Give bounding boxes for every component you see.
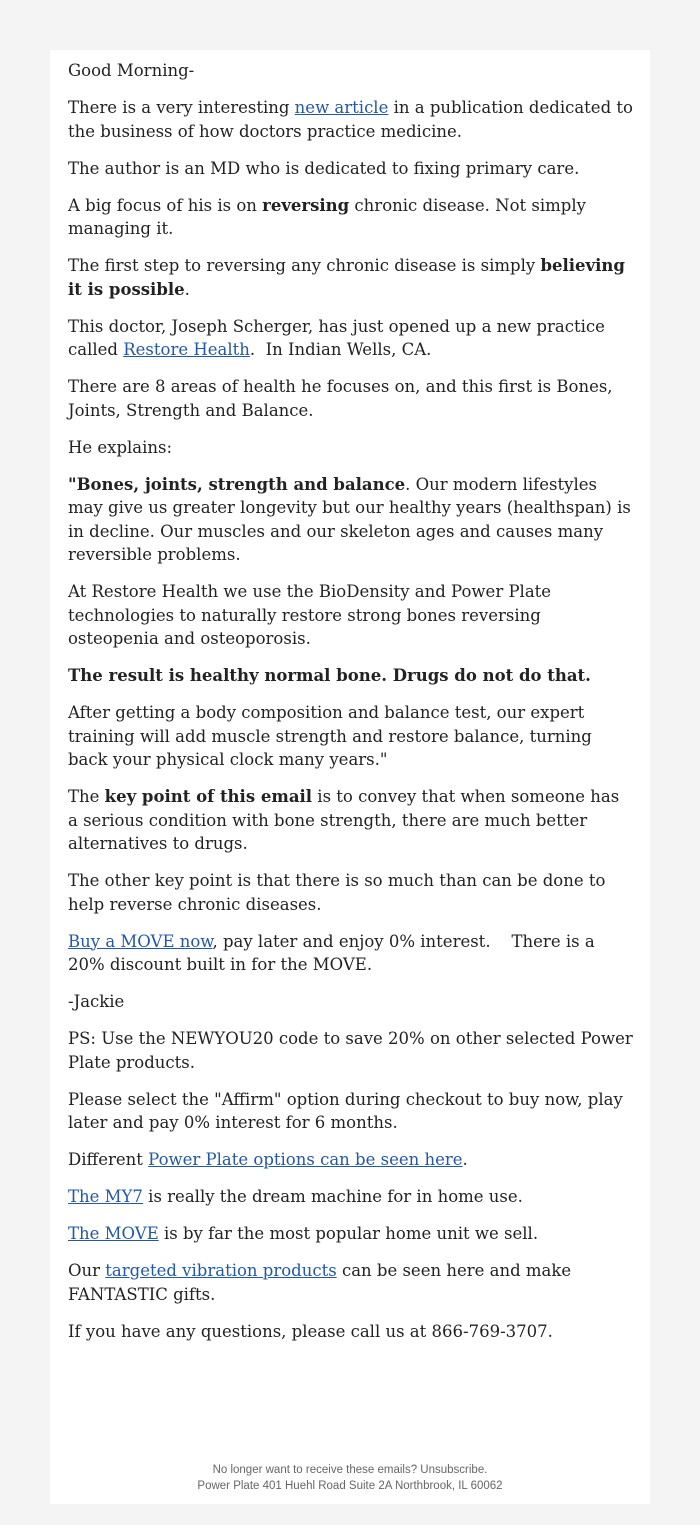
paragraph-affirm: Please select the "Affirm" option during checkout to buy now, play later and pay 0% interest for 6 months. <box>68 1089 623 1132</box>
paragraph-doctor: This doctor, Joseph Scherger, has just opened up a new practice called Restore Health. In Indian Wells, CA. <box>68 316 605 359</box>
buy-move-link[interactable]: Buy a MOVE now <box>68 931 213 951</box>
email-body <box>68 59 634 1357</box>
paragraph-questions: If you have any questions, please call us at 866-769-3707. <box>68 1321 553 1341</box>
paragraph-result: The result is healthy normal bone. Drugs do not do that. <box>68 666 591 685</box>
new-article-link[interactable]: new article <box>294 98 389 117</box>
paragraph-explains: He explains: <box>68 437 173 457</box>
greeting: Good Morning- <box>68 61 195 80</box>
paragraph-areas: There are 8 areas of health he focuses on, and this first is Bones, Joints, Strength and Balance. <box>68 377 613 420</box>
paragraph-targeted: Our targeted vibration products can be seen here and make FANTASTIC gifts. <box>68 1261 572 1304</box>
targeted-vibration-link[interactable]: targeted vibration products <box>105 1261 337 1280</box>
paragraph-author: The author is an MD who is dedicated to fixing primary care. <box>68 158 580 178</box>
paragraph-options: Different Power Plate options can be seen here. <box>68 1150 468 1169</box>
paragraph-key-point: The key point of this email is to convey that when someone has a serious condition with bone strength, there are much better alternatives to drugs. <box>68 787 620 853</box>
email-footer <box>50 1463 650 1494</box>
paragraph-my7: The MY7 is really the dream machine for in home use. <box>68 1187 523 1206</box>
company-address: Power Plate 401 Huehl Road Suite 2A Northbrook, IL 60062 <box>197 1479 503 1492</box>
paragraph-first-step: The first step to reversing any chronic disease is simply believing it is possible. <box>68 256 625 299</box>
move-link[interactable]: The MOVE <box>68 1224 159 1243</box>
paragraph-other-key-point: The other key point is that there is so much than can be done to help reverse chronic diseases. <box>68 871 606 914</box>
signature: -Jackie <box>68 992 125 1011</box>
paragraph-new-article: There is a very interesting new article in a publication dedicated to the business of how doctors practice medicine. <box>68 98 633 141</box>
paragraph-quote: "Bones, joints, strength and balance. Our modern lifestyles may give us greater longevity but our healthy years (healthspan) is in decline. Our muscles and our skeleton ages and causes many reversible problems. <box>68 474 631 564</box>
paragraph-focus: A big focus of his is on reversing chronic disease. Not simply managing it. <box>68 195 586 238</box>
paragraph-restore: At Restore Health we use the BioDensity and Power Plate technologies to naturally restore strong bones reversing osteopenia and osteoporosis. <box>68 582 552 648</box>
email-card <box>50 50 650 1504</box>
paragraph-buy-move: Buy a MOVE now, pay later and enjoy 0% interest. There is a 20% discount built in for the MOVE. <box>68 931 600 974</box>
paragraph-ps: PS: Use the NEWYOU20 code to save 20% on other selected Power Plate products. <box>68 1029 633 1072</box>
power-plate-options-link[interactable]: Power Plate options can be seen here <box>148 1150 463 1169</box>
my7-link[interactable]: The MY7 <box>68 1187 143 1206</box>
unsubscribe-text[interactable]: No longer want to receive these emails? Unsubscribe. <box>212 1464 488 1476</box>
paragraph-move: The MOVE is by far the most popular home unit we sell. <box>68 1224 539 1243</box>
restore-health-link[interactable]: Restore Health <box>123 340 250 359</box>
paragraph-training: After getting a body composition and balance test, our expert training will add muscle strength and restore balance, turning back your physical clock many years." <box>68 703 592 769</box>
